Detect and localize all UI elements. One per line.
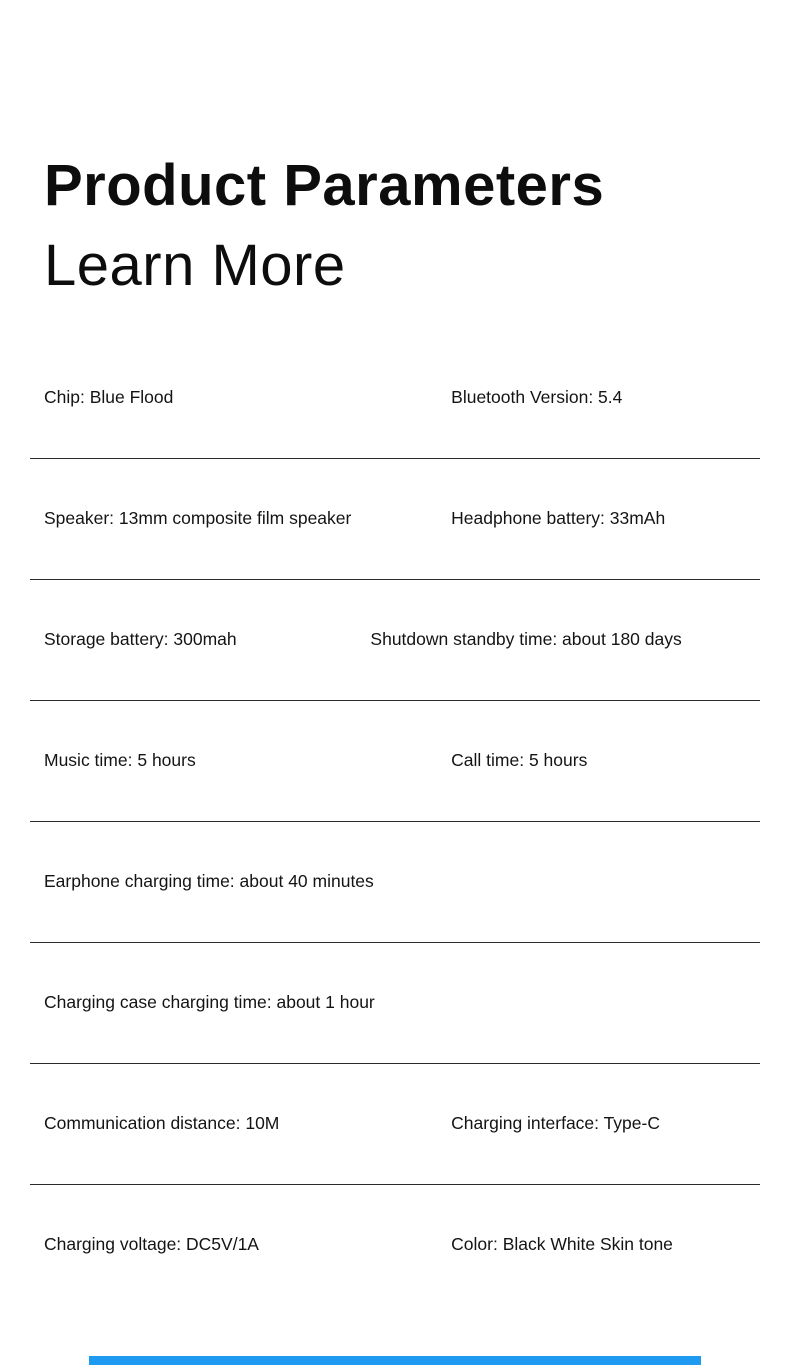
spec-label-left: Storage battery: 300mah: [44, 629, 237, 650]
spec-label-right: Call time: 5 hours: [451, 750, 588, 771]
spec-label-right: Color: Black White Skin tone: [451, 1234, 673, 1255]
spec-list: [30, 338, 760, 1305]
spec-label-left: Communication distance: 10M: [44, 1113, 280, 1134]
spec-row-storage-battery: [30, 580, 760, 701]
spec-row-communication-distance: [30, 1064, 760, 1185]
page-header: [0, 0, 790, 306]
spec-label-right: Shutdown standby time: about 180 days: [370, 629, 682, 650]
spec-row-speaker: [30, 459, 760, 580]
spec-row-chip: [30, 338, 760, 459]
spec-row-music-time: [30, 701, 760, 822]
spec-row-earphone-charging: [30, 822, 760, 943]
page-subtitle: Learn More: [44, 233, 346, 299]
spec-label-right: Charging interface: Type-C: [451, 1113, 660, 1134]
bottom-accent-bar: [89, 1356, 701, 1365]
page-title: Product Parameters: [44, 153, 605, 218]
spec-row-case-charging: [30, 943, 760, 1064]
spec-label-left: Charging case charging time: about 1 hour: [44, 992, 375, 1013]
spec-label-left: Chip: Blue Flood: [44, 387, 174, 408]
spec-label-right: Bluetooth Version: 5.4: [451, 387, 623, 408]
spec-label-left: Speaker: 13mm composite film speaker: [44, 508, 352, 529]
spec-label-left: Charging voltage: DC5V/1A: [44, 1234, 259, 1255]
spec-row-charging-voltage: [30, 1185, 760, 1305]
spec-label-left: Earphone charging time: about 40 minutes: [44, 871, 374, 892]
spec-label-left: Music time: 5 hours: [44, 750, 196, 771]
spec-label-right: Headphone battery: 33mAh: [451, 508, 666, 529]
